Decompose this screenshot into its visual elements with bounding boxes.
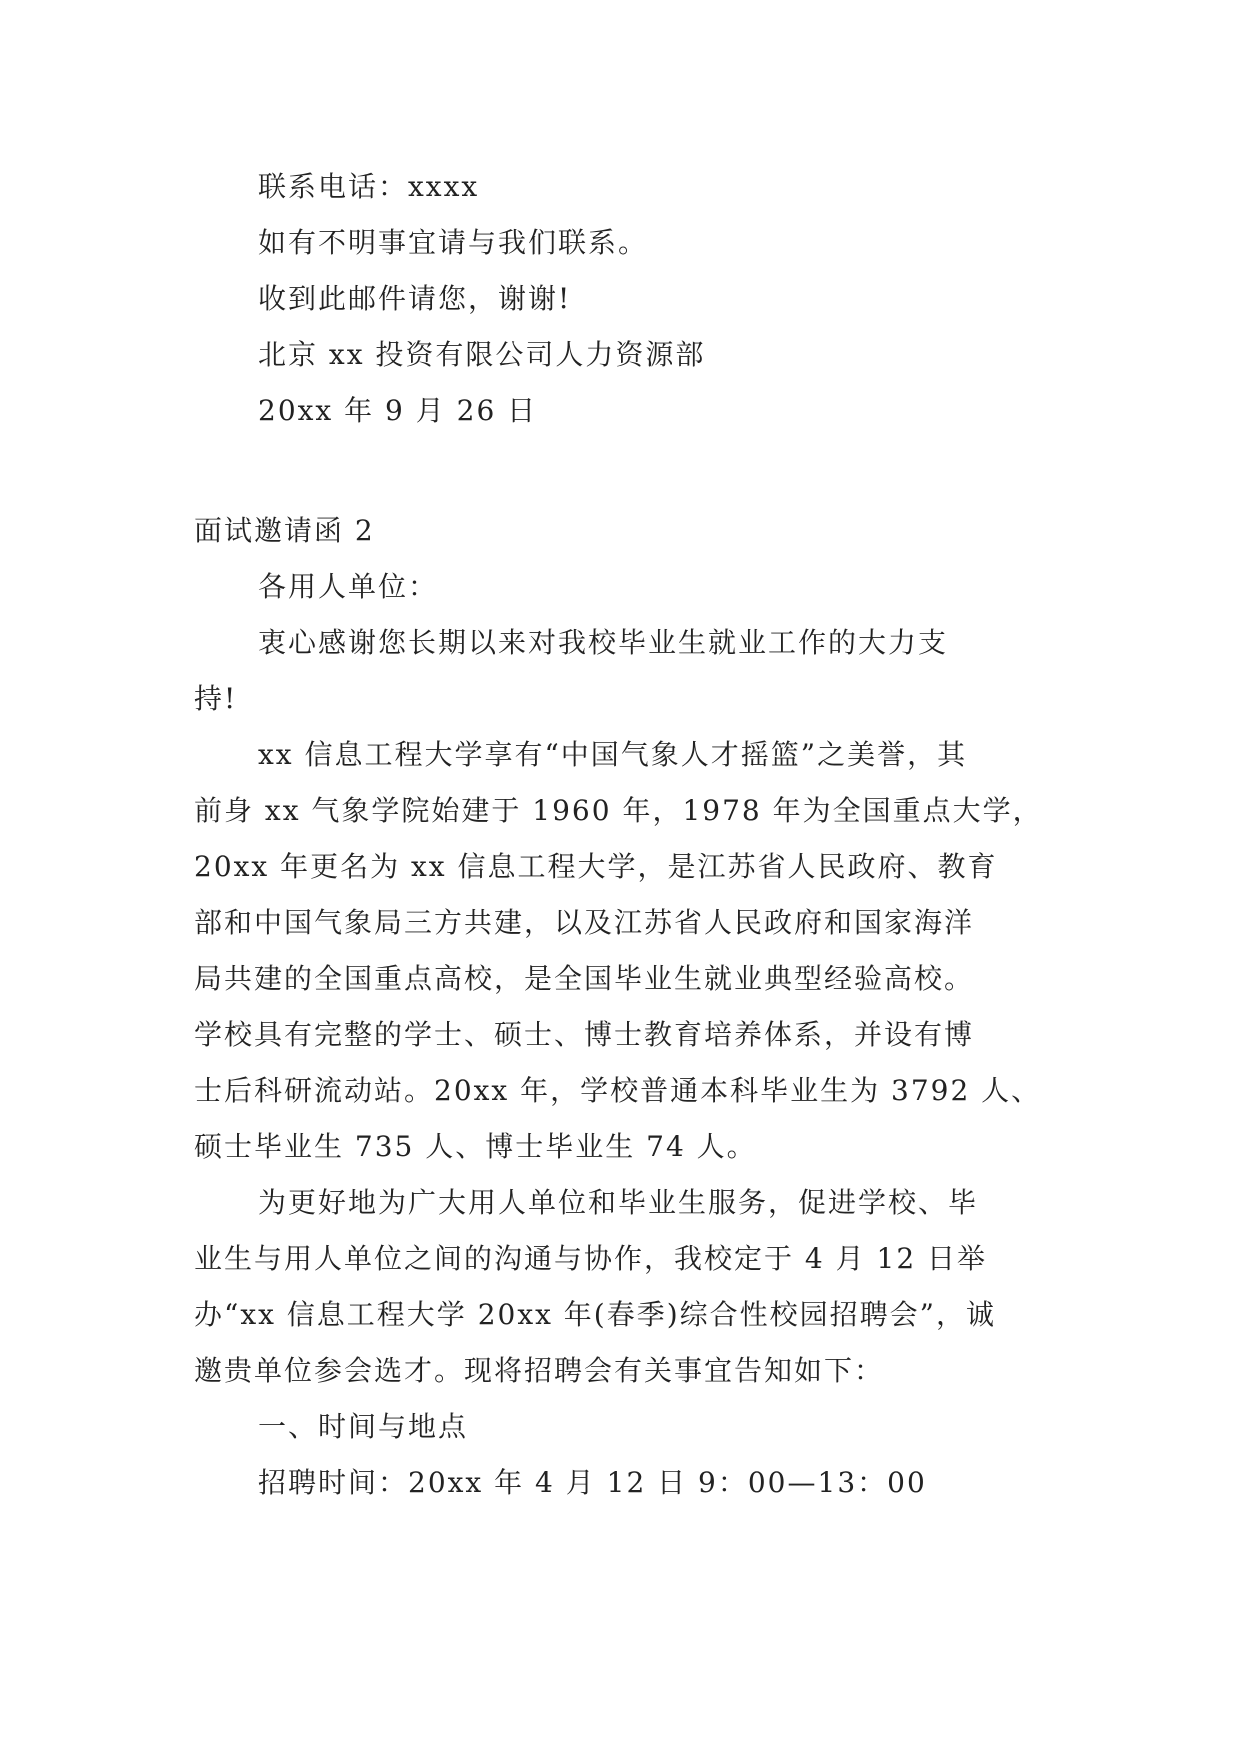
sender-name: 北京 xx 投资有限公司人力资源部 [258, 338, 706, 371]
paragraph-line: 前身 xx 气象学院始建于 1960 年，1978 年为全国重点大学， [194, 794, 1043, 827]
contact-note: 如有不明事宜请与我们联系。 [258, 226, 649, 259]
paragraph-line: 局共建的全国重点高校，是全国毕业生就业典型经验高校。 [194, 962, 975, 995]
paragraph-line: xx 信息工程大学享有“中国气象人才摇篮”之美誉，其 [258, 738, 968, 771]
paragraph-line: 学校具有完整的学士、硕士、博士教育培养体系，并设有博 [194, 1018, 975, 1051]
paragraph-line: 衷心感谢您长期以来对我校毕业生就业工作的大力支 [258, 626, 949, 659]
paragraph-line: 20xx 年更名为 xx 信息工程大学，是江苏省人民政府、教育 [194, 850, 998, 883]
contact-phone: 联系电话：xxxx [258, 170, 480, 203]
receipt-note: 收到此邮件请您，谢谢! [258, 282, 572, 315]
section-heading: 一、时间与地点 [258, 1410, 469, 1443]
paragraph-line: 邀贵单位参会选才。现将招聘会有关事宜告知如下： [194, 1354, 885, 1387]
salutation: 各用人单位： [258, 570, 439, 603]
recruit-time: 招聘时间：20xx 年 4 月 12 日 9：00—13：00 [258, 1466, 927, 1499]
letter-title: 面试邀请函 2 [194, 514, 375, 547]
paragraph-line: 办“xx 信息工程大学 20xx 年(春季)综合性校园招聘会”，诚 [194, 1298, 996, 1331]
paragraph-line: 硕士毕业生 735 人、博士毕业生 74 人。 [194, 1130, 757, 1163]
paragraph-line: 持! [194, 682, 238, 715]
letter-date: 20xx 年 9 月 26 日 [258, 394, 538, 427]
paragraph-line: 部和中国气象局三方共建，以及江苏省人民政府和国家海洋 [194, 906, 975, 939]
paragraph-line: 为更好地为广大用人单位和毕业生服务，促进学校、毕 [258, 1186, 979, 1219]
paragraph-line: 士后科研流动站。20xx 年，学校普通本科毕业生为 3792 人、 [194, 1074, 1042, 1107]
paragraph-line: 业生与用人单位之间的沟通与协作，我校定于 4 月 12 日举 [194, 1242, 988, 1275]
